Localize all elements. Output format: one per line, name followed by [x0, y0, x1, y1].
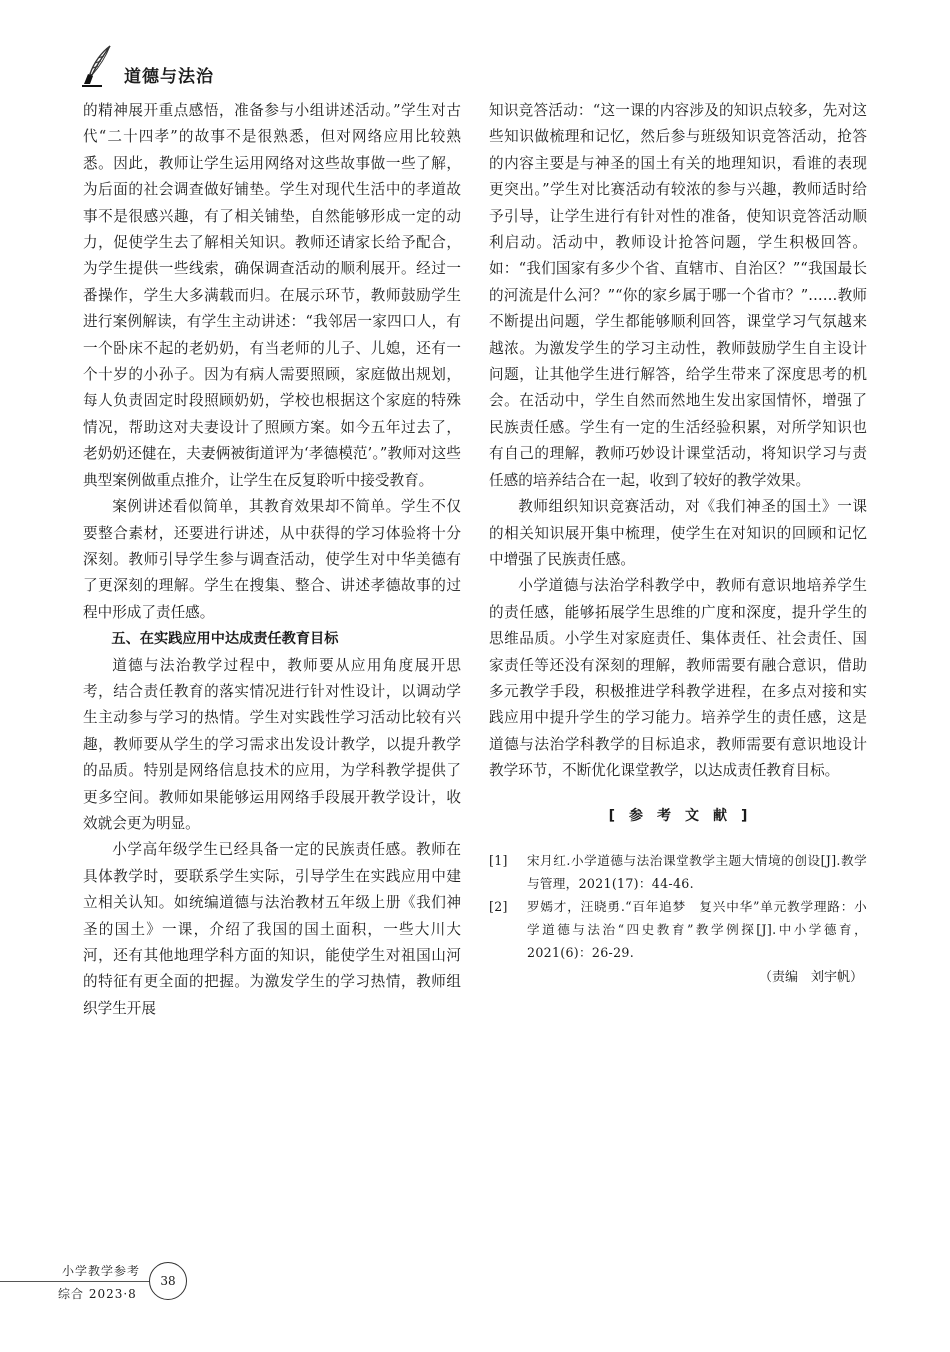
reference-item — [489, 895, 867, 964]
footer-divider — [0, 1281, 150, 1282]
reference-text: 罗嫣才，汪晓勇.“百年追梦 复兴中华”单元教学理路：小学道德与法治“四史教育”教学例探[J].中小学德育，2021(6)：26-29. — [527, 898, 867, 960]
paragraph: 小学道德与法治学科教学中，教师有意识地培养学生的责任感，能够拓展学生思维的广度和深度，提升学生的思维品质。小学生对家庭责任、集体责任、社会责任、国家责任等还没有深刻的理解，教师需要有融合意识，借助多元教学手段，积极推进学科教学进程，在多点对接和实践应用中提升学生的学习能力。培养学生的责任感，这是道德与法治学科教学的目标追求，教师需要有意识地设计教学环节，不断优化课堂教学，以达成责任教育目标。 — [489, 577, 867, 780]
reference-number: [2] — [489, 898, 508, 914]
paragraph: 教师组织知识竞赛活动，对《我们神圣的国土》一课的相关知识展开集中梳理，使学生在对知识的回顾和记忆中增强了民族责任感。 — [489, 498, 867, 568]
quill-pen-icon — [80, 44, 120, 88]
section-subheading: 五、在实践应用中达成责任教育目标 — [111, 631, 339, 648]
right-column — [489, 98, 867, 990]
reference-number: [1] — [489, 852, 508, 868]
issue-label: 综合 2023·8 — [58, 1287, 137, 1301]
page-footer — [0, 1258, 200, 1308]
reference-text: 宋月红.小学道德与法治课堂教学主题大情境的创设[J].教学与管理，2021(17)：44-46. — [527, 852, 867, 891]
paragraph: 道德与法治教学过程中，教师要从应用角度展开思考，结合责任教育的落实情况进行针对性设计，以调动学生主动参与学习的热情。学生对实践性学习活动比较有兴趣，教师要从学生的学习需求出发设计教学，以提升教学的品质。特别是网络信息技术的应用，为学科教学提供了更多空间。教师如果能够运用网络手段展开教学设计，收效就会更为明显。 — [83, 656, 461, 832]
references-heading: [ 参 考 文 献 ] — [608, 807, 748, 824]
paragraph: 的精神展开重点感悟，准备参与小组讲述活动。”学生对古代“二十四孝”的故事不是很熟悉，但对网络应用比较熟悉。因此，教师让学生运用网络对这些故事做一些了解，为后面的社会调查做好铺垫。学生对现代生活中的孝道故事不是很感兴趣，有了相关铺垫，自然能够形成一定的动力，促使学生去了解相关知识。教师还请家长给予配合，为学生提供一些线索，确保调查活动的顺利展开。经过一番操作，学生大多满载而归。在展示环节，教师鼓励学生进行案例解读，有学生主动讲述：“我邻居一家四口人，有一个卧床不起的老奶奶，有当老师的儿子、儿媳，还有一个十岁的小孙子。因为有病人需要照顾，家庭做出规划，每人负责固定时段照顾奶奶，学校也根据这个家庭的特殊情况，帮助这对夫妻设计了照顾方案。如今五年过去了，老奶奶还健在，夫妻俩被街道评为‘孝德模范’。”教师对这些典型案例做重点推介，让学生在反复聆听中接受教育。 — [83, 102, 461, 489]
journal-name: 小学教学参考 — [62, 1264, 141, 1278]
left-column — [83, 98, 461, 1022]
editor-credit: （责编 刘宇帆） — [758, 969, 863, 985]
paragraph: 知识竞答活动：“这一课的内容涉及的知识点较多，先对这些知识做梳理和记忆，然后参与班级知识竞答活动，抢答的内容主要是与神圣的国土有关的地理知识，看谁的表现更突出。”学生对比赛活动有较浓的参与兴趣，教师适时给予引导，让学生进行有针对性的准备，使知识竞答活动顺利启动。活动中，教师设计抢答问题，学生积极回答。如：“我们国家有多少个省、直辖市、自治区？”“我国最长的河流是什么河？”“你的家乡属于哪一个省市？”……教师不断提出问题，学生都能够顺利回答，课堂学习气氛越来越浓。为激发学生的学习主动性，教师鼓励学生自主设计问题，让其他学生进行解答，给学生带来了深度思考的机会。在活动中，学生自然而然地生发出家国情怀，增强了民族责任感。学生有一定的生活经验积累，对所学知识也有自己的理解，教师巧妙设计课堂活动，将知识学习与责任感的培养结合在一起，收到了较好的教学效果。 — [489, 102, 867, 489]
reference-item — [489, 849, 867, 895]
paragraph: 小学高年级学生已经具备一定的民族责任感。教师在具体教学时，要联系学生实际，引导学生在实践应用中建立相关认知。如统编道德与法治教材五年级上册《我们神圣的国土》一课，介绍了我国的国土面积，一些大川大河，还有其他地理学科方面的知识，能使学生对祖国山河的特征有更全面的把握。为激发学生的学习热情，教师组织学生开展 — [83, 841, 461, 1017]
page-number: 38 — [149, 1262, 187, 1300]
paragraph: 案例讲述看似简单，其教育效果却不简单。学生不仅要整合素材，还要进行讲述，从中获得的学习体验将十分深刻。教师引导学生参与调查活动，使学生对中华美德有了更深刻的理解。学生在搜集、整合、讲述孝德故事的过程中形成了责任感。 — [83, 498, 461, 621]
page-header — [80, 44, 380, 90]
references-list — [489, 849, 867, 964]
section-title: 道德与法治 — [124, 67, 214, 87]
